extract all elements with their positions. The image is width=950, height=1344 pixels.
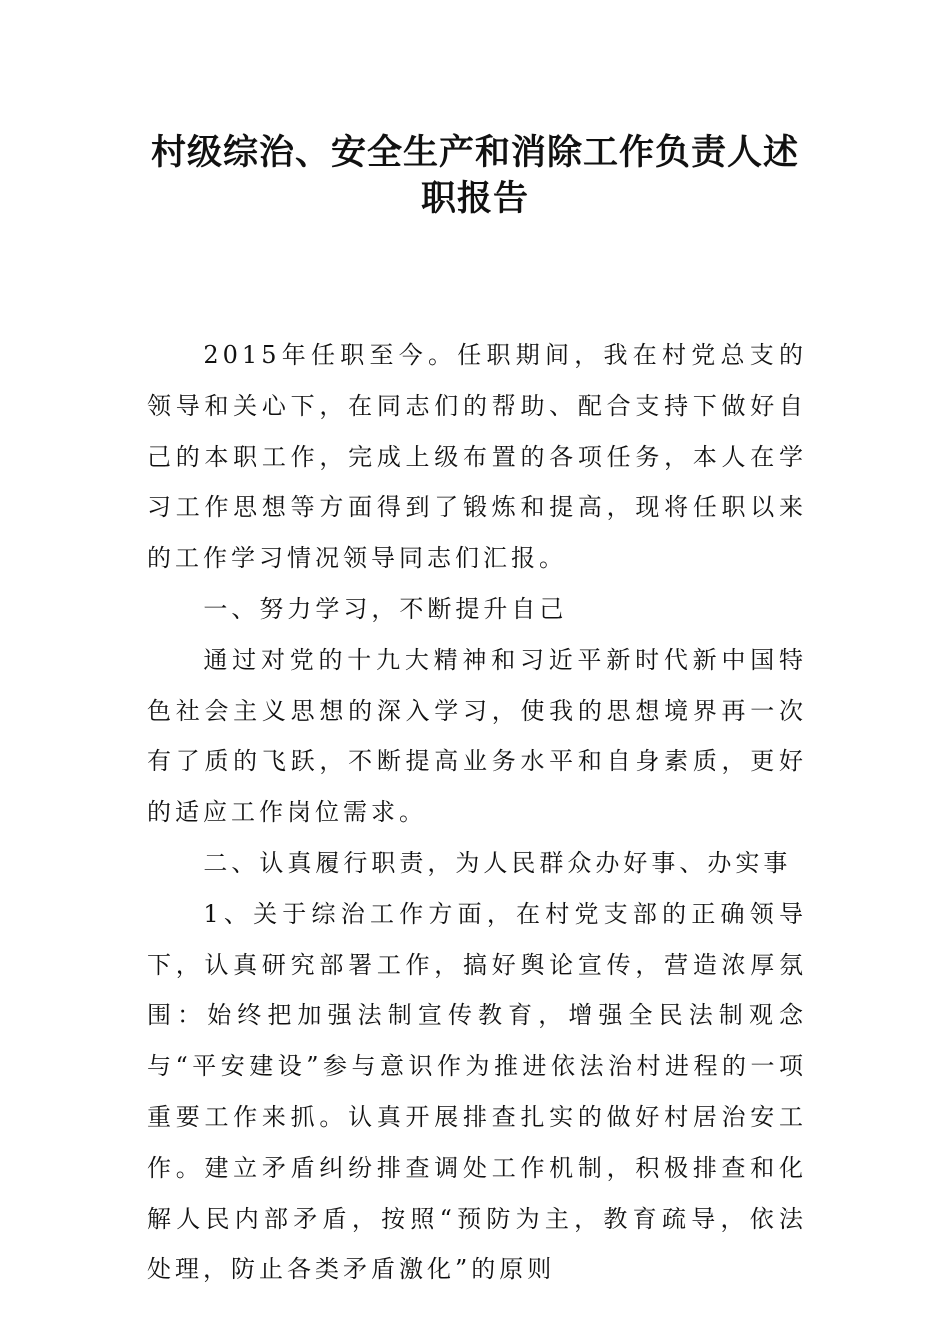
title-line-2: 职报告 xyxy=(420,178,529,219)
title-line-1: 村级综治、安全生产和消除工作负责人述 xyxy=(150,132,799,173)
paragraph-study: 通过对党的十九大精神和习近平新时代新中国特色社会主义思想的深入学习，使我的思想境界再一次有了质的飞跃，不断提高业务水平和自身素质，更好的适应工作岗位需求。 xyxy=(147,645,807,827)
document-body xyxy=(147,330,807,1295)
paragraph-comprehensive-governance: 1、关于综治工作方面，在村党支部的正确领导下，认真研究部署工作，搞好舆论宣传，营造浓厚氛围：始终把加强法制宣传教育，增强全民法制观念与“平安建设”参与意识作为推进依法治村进程的一项重要工作来抓。认真开展排查扎实的做好村居治安工作。建立矛盾纠纷排查调处工作机制，积极排查和化解人民内部矛盾，按照“预防为主，教育疏导，依法处理，防止各类矛盾激化”的原则 xyxy=(147,899,807,1284)
paragraph-intro: 2015年任职至今。任职期间，我在村党总支的领导和关心下，在同志们的帮助、配合支持下做好自己的本职工作，完成上级布置的各项任务，本人在学习工作思想等方面得到了锻炼和提高，现将任职以来的工作学习情况领导同志们汇报。 xyxy=(147,341,807,573)
document-title xyxy=(120,130,830,222)
section-heading-1: 一、努力学习，不断提升自己 xyxy=(203,594,568,623)
section-heading-2: 二、认真履行职责，为人民群众办好事、办实事 xyxy=(203,848,792,877)
